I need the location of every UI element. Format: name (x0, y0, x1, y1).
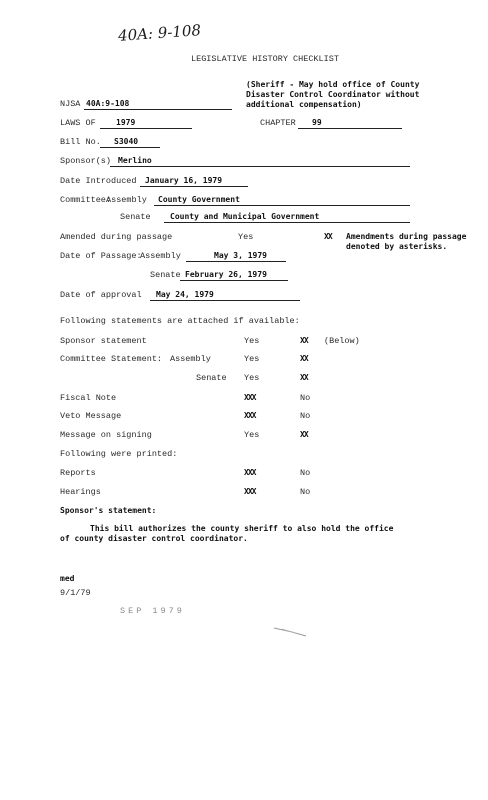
printed-row-label: Reports (60, 468, 96, 478)
attached-row-no: XX (300, 430, 308, 439)
passage-assembly-label: Assembly (140, 251, 181, 261)
attached-heading: Following statements are attached if available: (60, 316, 300, 326)
amended-note-line-1: Amendments during passage (346, 232, 467, 241)
date-introduced-underline (140, 186, 248, 187)
printed-row-no: No (300, 468, 311, 478)
njsa-underline (84, 109, 232, 110)
attached-row-no: XX (300, 354, 308, 363)
attached-row-yes: Yes (244, 373, 260, 383)
committee-senate-value: County and Municipal Government (170, 212, 320, 221)
attached-row-yes: XXX (244, 411, 256, 420)
laws-underline (100, 128, 192, 129)
committee-assembly-underline (154, 205, 410, 206)
attached-row-no: XX (300, 336, 308, 345)
attached-row-no: No (300, 411, 311, 421)
committee-senate-underline (164, 222, 410, 223)
attached-row-note: (Below) (324, 336, 360, 346)
printed-row-no: No (300, 487, 311, 497)
printed-row-yes: XXX (244, 468, 256, 477)
approval-label: Date of approval (60, 290, 142, 300)
printed-heading: Following were printed: (60, 449, 178, 459)
committee-assembly-value: County Government (158, 195, 240, 204)
attached-row-label: Committee Statement: (60, 354, 163, 364)
date-stamp: 9/1/79 (60, 588, 91, 598)
bill-underline (100, 147, 160, 148)
attached-row-label: Message on signing (60, 430, 152, 440)
amended-note-line-2: denoted by asterisks. (346, 242, 448, 251)
amended-yes: Yes (238, 232, 254, 242)
sponsor-statement-line-2: of county disaster control coordinator. (60, 534, 248, 543)
typist-initials: med (60, 574, 75, 583)
passage-senate-underline (180, 280, 288, 281)
sheriff-note-line-3: additional compensation) (246, 100, 362, 109)
attached-row-label: Fiscal Note (60, 393, 117, 403)
faint-received-stamp: SEP 1979 (120, 606, 185, 616)
chapter-underline (298, 128, 402, 129)
attached-row-yes: Yes (244, 336, 260, 346)
laws-label: LAWS OF (60, 118, 96, 128)
amended-mark: XX (324, 232, 332, 241)
printed-row-label: Hearings (60, 487, 101, 497)
sponsor-statement-line-1: This bill authorizes the county sheriff to also hold the office (90, 524, 394, 533)
njsa-label: NJSA (60, 99, 81, 109)
sponsor-underline (110, 166, 410, 167)
committee-senate-label: Senate (120, 212, 151, 222)
attached-row-no: XX (300, 373, 308, 382)
passage-assembly-underline (186, 261, 286, 262)
attached-row-yes: Yes (244, 354, 260, 364)
passage-senate-value: February 26, 1979 (185, 270, 267, 279)
sheriff-note-line-1: (Sheriff - May hold office of County (246, 80, 420, 89)
committee-label: Committee: (60, 195, 112, 205)
committee-assembly-label: Assembly (106, 195, 147, 205)
passage-label: Date of Passage: (60, 251, 142, 261)
laws-value: 1979 (116, 118, 136, 127)
sponsor-value: Merlino (118, 156, 152, 165)
page-title: LEGISLATIVE HISTORY CHECKLIST (191, 54, 339, 64)
sheriff-note-line-2: Disaster Control Coordinator without (246, 90, 420, 99)
attached-row-yes: Yes (244, 430, 260, 440)
attached-row-label: Veto Message (60, 411, 122, 421)
date-introduced-label: Date Introduced (60, 176, 137, 186)
attached-row-no: No (300, 393, 311, 403)
njsa-value: 40A:9-108 (86, 99, 130, 108)
handwritten-reference: 40A: 9-108 (117, 21, 202, 45)
passage-assembly-value: May 3, 1979 (214, 251, 267, 260)
sponsor-label: Sponsor(s) (60, 156, 112, 166)
amended-label: Amended during passage (60, 232, 173, 242)
bill-value: S3040 (114, 137, 139, 146)
pencil-scribble (272, 622, 308, 640)
chapter-value: 99 (312, 118, 322, 127)
attached-row-label: Sponsor statement (60, 336, 147, 346)
attached-row-sub: Assembly (170, 354, 211, 364)
approval-value: May 24, 1979 (156, 290, 214, 299)
attached-row-yes: XXX (244, 393, 256, 402)
attached-row-sub: Senate (196, 373, 227, 383)
passage-senate-label: Senate (150, 270, 181, 280)
printed-row-yes: XXX (244, 487, 256, 496)
sponsor-statement-heading: Sponsor's statement: (60, 506, 157, 515)
chapter-label: CHAPTER (260, 118, 296, 128)
approval-underline (150, 300, 300, 301)
date-introduced-value: January 16, 1979 (145, 176, 223, 185)
bill-label: Bill No. (60, 137, 101, 147)
